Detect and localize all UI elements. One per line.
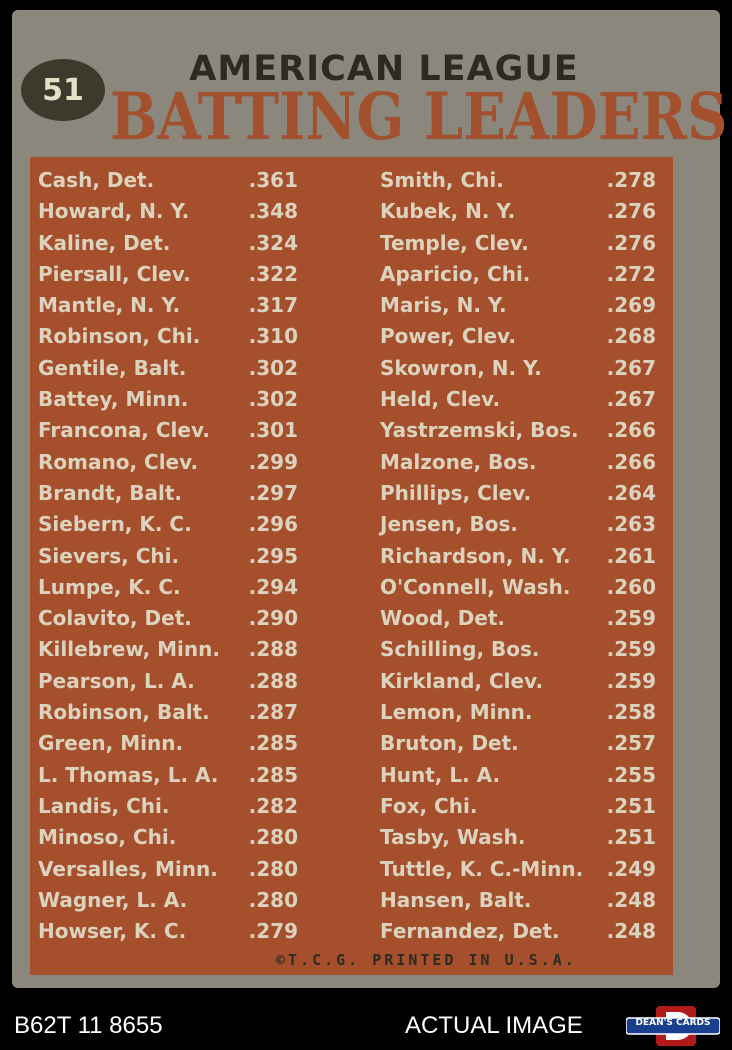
player-name: Bruton, Det. (380, 731, 519, 756)
card-id-label: B62T 11 8655 (14, 1012, 163, 1039)
batting-average: .264 (606, 480, 656, 505)
leader-row (38, 353, 298, 384)
player-name: Colavito, Det. (38, 606, 192, 631)
player-name: Robinson, Balt. (38, 700, 210, 725)
leader-row (38, 509, 298, 540)
leader-row (380, 290, 656, 321)
batting-average: .290 (248, 606, 298, 631)
batting-average: .279 (248, 919, 298, 944)
leader-row (38, 415, 298, 446)
batting-average: .302 (248, 387, 298, 412)
leader-row (38, 541, 298, 572)
batting-average: .288 (248, 668, 298, 693)
batting-average: .282 (248, 793, 298, 818)
player-name: Temple, Clev. (380, 230, 529, 255)
leader-row (38, 854, 298, 885)
player-name: Cash, Det. (38, 168, 155, 192)
batting-average: .297 (248, 480, 298, 505)
player-name: Lumpe, K. C. (38, 574, 181, 599)
leader-row (380, 666, 656, 697)
leader-row (380, 447, 656, 478)
leader-row (38, 290, 298, 321)
player-name: Hunt, L. A. (380, 762, 501, 787)
leader-row (380, 603, 656, 634)
batting-average: .276 (606, 199, 656, 224)
player-name: Sievers, Chi. (38, 543, 180, 568)
batting-average: .248 (606, 919, 656, 944)
batting-average: .249 (606, 856, 656, 881)
batting-average: .248 (606, 887, 656, 912)
player-name: Fox, Chi. (380, 793, 478, 818)
player-name: Green, Minn. (38, 731, 184, 756)
player-name: Maris, N. Y. (380, 293, 507, 318)
batting-average: .324 (248, 230, 298, 255)
batting-average: .361 (248, 168, 298, 192)
title-league: AMERICAN LEAGUE (189, 49, 579, 89)
batting-average: .272 (606, 261, 656, 286)
leader-row (38, 196, 298, 227)
player-name: Lemon, Minn. (380, 700, 533, 725)
actual-image-label: ACTUAL IMAGE (405, 1012, 583, 1039)
player-name: Minoso, Chi. (38, 825, 177, 850)
leader-row (38, 916, 298, 947)
batting-average: .259 (606, 668, 656, 693)
player-name: Kaline, Det. (38, 230, 171, 255)
batting-average: .287 (248, 700, 298, 725)
leader-row (38, 603, 298, 634)
leader-row (380, 353, 656, 384)
leader-row (380, 165, 656, 196)
batting-average: .288 (248, 637, 298, 662)
batting-average: .285 (248, 762, 298, 787)
batting-average: .260 (606, 574, 656, 599)
player-name: Skowron, N. Y. (380, 355, 542, 380)
player-name: Tasby, Wash. (380, 825, 526, 850)
leader-row (38, 259, 298, 290)
leader-row (380, 697, 656, 728)
batting-average: .269 (606, 293, 656, 318)
leader-row (380, 478, 656, 509)
leader-row (380, 321, 656, 352)
leader-row (38, 728, 298, 759)
leader-row (380, 760, 656, 791)
player-name: Landis, Chi. (38, 793, 170, 818)
batting-average: .348 (248, 199, 298, 224)
leader-row (380, 572, 656, 603)
leader-row (38, 447, 298, 478)
batting-average: .310 (248, 324, 298, 349)
batting-average: .266 (606, 449, 656, 474)
player-name: Killebrew, Minn. (38, 637, 220, 662)
leader-row (380, 384, 656, 415)
batting-average: .296 (248, 512, 298, 537)
leader-row (38, 321, 298, 352)
leader-row (380, 228, 656, 259)
batting-average: .302 (248, 355, 298, 380)
player-name: Power, Clev. (380, 324, 517, 349)
player-name: Piersall, Clev. (38, 261, 191, 286)
leader-row (380, 509, 656, 540)
player-name: Robinson, Chi. (38, 324, 201, 349)
batting-average: .317 (248, 293, 298, 318)
batting-average: .259 (606, 637, 656, 662)
player-name: O'Connell, Wash. (380, 574, 571, 599)
batting-average: .251 (606, 793, 656, 818)
leader-row (38, 384, 298, 415)
leader-row (380, 728, 656, 759)
player-name: Kirkland, Clev. (380, 668, 544, 693)
player-name: Battey, Minn. (38, 387, 189, 412)
player-name: Hansen, Balt. (380, 887, 532, 912)
leader-row (38, 760, 298, 791)
leader-row (38, 634, 298, 665)
player-name: Kubek, N. Y. (380, 199, 516, 224)
batting-average: .280 (248, 887, 298, 912)
player-name: Gentile, Balt. (38, 355, 187, 380)
batting-average: .276 (606, 230, 656, 255)
leader-row (380, 415, 656, 446)
batting-average: .267 (606, 387, 656, 412)
player-name: Pearson, L. A. (38, 668, 195, 693)
batting-average: .294 (248, 574, 298, 599)
player-name: Jensen, Bos. (380, 512, 518, 537)
batting-average: .267 (606, 355, 656, 380)
leader-row (380, 854, 656, 885)
batting-average: .263 (606, 512, 656, 537)
leader-row (38, 478, 298, 509)
batting-average: .285 (248, 731, 298, 756)
leader-row (380, 822, 656, 853)
right-leaders-column (380, 165, 656, 947)
leader-row (38, 791, 298, 822)
leader-row (38, 572, 298, 603)
player-name: Smith, Chi. (380, 168, 504, 192)
leader-row (38, 885, 298, 916)
player-name: Held, Clev. (380, 387, 501, 412)
batting-average: .280 (248, 825, 298, 850)
leader-row (380, 916, 656, 947)
title-batting-leaders: BATTING LEADERS (110, 79, 728, 156)
leader-row (38, 822, 298, 853)
leader-row (38, 228, 298, 259)
batting-average: .259 (606, 606, 656, 631)
player-name: Mantle, N. Y. (38, 293, 181, 318)
leader-row (380, 634, 656, 665)
batting-average: .299 (248, 449, 298, 474)
player-name: Fernandez, Det. (380, 919, 560, 944)
leader-row (380, 259, 656, 290)
batting-average: .295 (248, 543, 298, 568)
player-name: Versalles, Minn. (38, 856, 218, 881)
batting-average: .322 (248, 261, 298, 286)
batting-average: .278 (606, 168, 656, 192)
player-name: L. Thomas, L. A. (38, 762, 219, 787)
player-name: Wood, Det. (380, 606, 506, 631)
leader-row (380, 791, 656, 822)
leader-row (380, 541, 656, 572)
card-number-badge (21, 59, 105, 121)
leader-row (38, 165, 298, 196)
left-leaders-column (38, 165, 298, 947)
player-name: Brandt, Balt. (38, 480, 183, 505)
leader-row (380, 885, 656, 916)
batting-average: .257 (606, 731, 656, 756)
player-name: Romano, Clev. (38, 449, 199, 474)
batting-average: .301 (248, 418, 298, 443)
batting-average: .255 (606, 762, 656, 787)
logo-text: DEAN'S CARDS (635, 1018, 711, 1028)
player-name: Francona, Clev. (38, 418, 210, 443)
player-name: Howard, N. Y. (38, 199, 190, 224)
player-name: Howser, K. C. (38, 919, 187, 944)
player-name: Phillips, Clev. (380, 480, 532, 505)
batting-average: .280 (248, 856, 298, 881)
batting-average: .258 (606, 700, 656, 725)
player-name: Wagner, L. A. (38, 887, 188, 912)
player-name: Tuttle, K. C.-Minn. (380, 856, 584, 881)
batting-average: .251 (606, 825, 656, 850)
batting-average: .266 (606, 418, 656, 443)
player-name: Malzone, Bos. (380, 449, 537, 474)
leader-row (380, 196, 656, 227)
card-number: 51 (42, 72, 84, 108)
leader-row (38, 666, 298, 697)
copyright-footer: ©T.C.G. PRINTED IN U.S.A. (276, 951, 577, 969)
player-name: Yastrzemski, Bos. (380, 418, 579, 443)
batting-average: .261 (606, 543, 656, 568)
player-name: Aparicio, Chi. (380, 261, 531, 286)
batting-average: .268 (606, 324, 656, 349)
player-name: Richardson, N. Y. (380, 543, 571, 568)
player-name: Siebern, K. C. (38, 512, 192, 537)
leader-row (38, 697, 298, 728)
player-name: Schilling, Bos. (380, 637, 540, 662)
